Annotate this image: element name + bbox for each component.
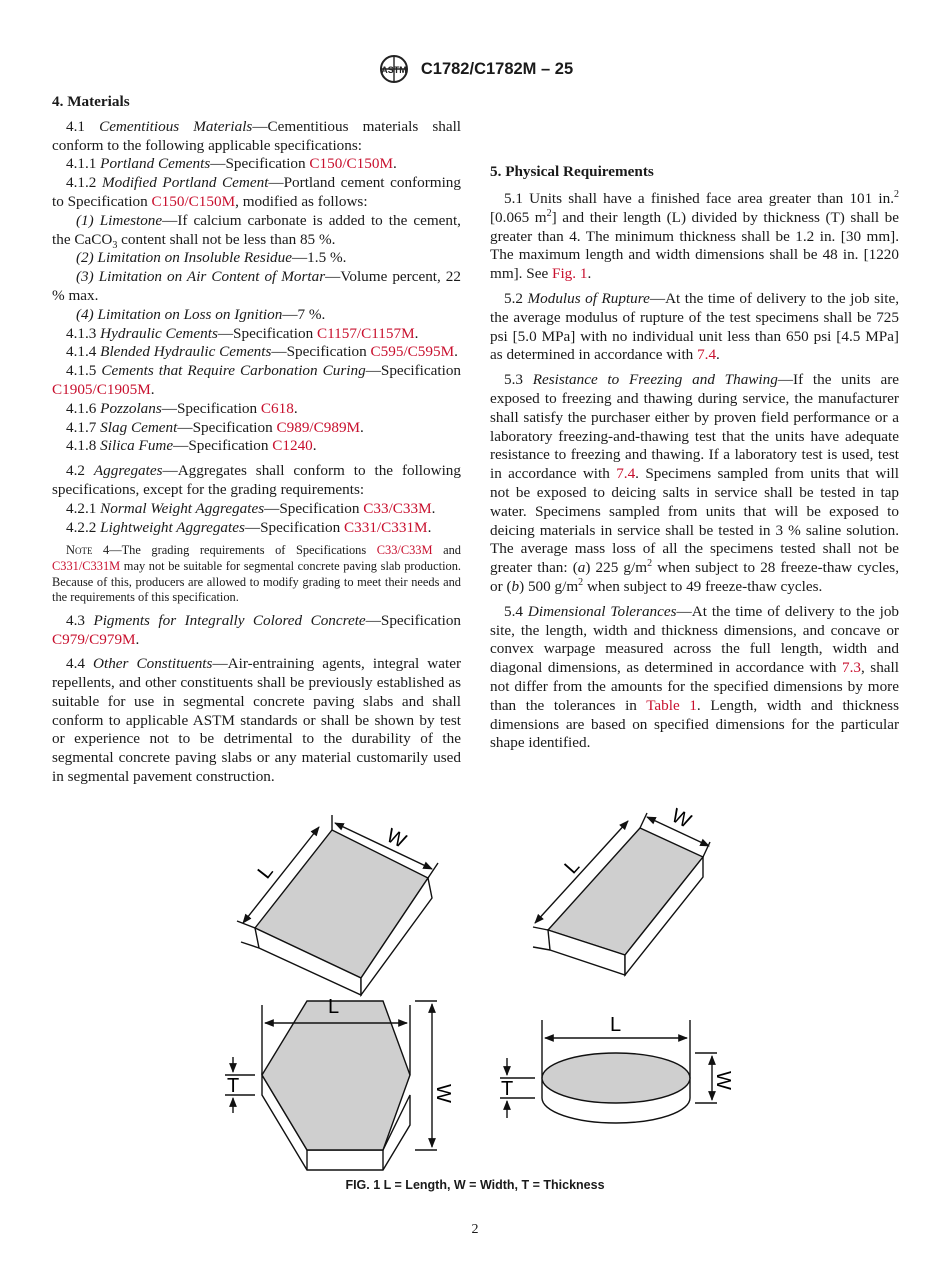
astm-logo-icon <box>377 54 411 84</box>
para-4-1-4: 4.1.4 Blended Hydraulic Cements—Specification C595/C595M. <box>66 343 458 361</box>
link-table-1[interactable]: Table 1 <box>646 696 697 714</box>
label-l: L <box>560 855 585 879</box>
svg-text:ASTM: ASTM <box>381 65 407 75</box>
para-4-2: 4.2 Aggregates—Aggregates shall conform to the following specifications, except for the grading requirements: <box>52 462 461 498</box>
rectangular-slab-diagram <box>533 813 710 975</box>
link-7-4[interactable]: 7.4 <box>616 465 636 483</box>
label-t: T <box>501 1078 514 1100</box>
para-5-3: 5.3 Resistance to Freezing and Thawing—If the units are exposed to freezing and thawing during service, the manufacturer shall satisfy the purchaser either by proven field performance or a laboratory freezing-and-thawing test that the units have adequate resistance to freezing and thawing. If a laboratory test is used, test in accordance with 7.4. Specimens sampled from units that will not be exposed to deicing salts in service shall be tested in tap water. Specimens sampled from units that will be exposed to deicing materials in service shall be tested in 3 % saline solution. The average mass loss of all the specimens tested shall not be greater than: (a) 225 $g/m^2$ when subject to 28 freeze-thaw cycles, or (b) 500 $g/m^2$ when subject to 49 freeze-thaw cycles. <box>490 371 900 595</box>
para-4-4: 4.4 Other Constituents—Air-entraining agents, integral water repellents, and other constituents shall be previously established as suitable for use in segmental concrete paving slabs and shall conform to applicable ASTM standards or shall be shown by test or experience not to be detrimental to the durability of the segmental concrete paving slabs or any material customarily used in segmental pavement construction. <box>52 655 461 786</box>
figure-1-shapes <box>215 795 745 1175</box>
standard-designation: C1782/C1782M – 25 <box>420 59 574 78</box>
para-4-1-8: 4.1.8 Silica Fume—Specification C1240. <box>66 437 317 455</box>
link-c33[interactable]: C33/C33M <box>363 499 432 517</box>
para-4-3: 4.3 Pigments for Integrally Colored Concrete—Specification C979/C979M. <box>52 611 462 648</box>
right-column-body <box>490 190 899 753</box>
link-c989[interactable]: C989/C989M <box>276 418 361 436</box>
para-4-2-1: 4.2.1 Normal Weight Aggregates—Specification C33/C33M. <box>66 499 436 517</box>
link-c618[interactable]: C618 <box>260 399 294 417</box>
para-4-1-3: 4.1.3 Hydraulic Cements—Specification C1157/C1157M. <box>66 324 419 342</box>
square-slab-diagram <box>237 815 438 995</box>
link-c150[interactable]: C150/C150M <box>151 192 236 210</box>
para-4-1-6: 4.1.6 Pozzolans—Specification C618. <box>66 399 298 417</box>
link-c150[interactable]: C150/C150M <box>309 155 393 173</box>
link-c331[interactable]: C331/C331M <box>344 518 428 536</box>
item-air-content: (3) Limitation on Air Content of Mortar—Volume percent, 22 % max. <box>52 268 461 304</box>
section-4-heading: 4. Materials <box>52 93 130 110</box>
para-5-1: 5.1 Units shall have a finished face area greater than 101 in.$^2$ [0.065 $m^2$] and their length (L) divided by thickness (T) shall be greater than 4. The minimum thickness shall be 1.2 in. [30 mm]. The maximum length and width dimensions shall be 48 in. [1220 mm]. See Fig. 1. <box>490 188 899 283</box>
link-7-3[interactable]: 7.3 <box>842 659 861 677</box>
link-fig-1[interactable]: Fig. 1 <box>552 265 588 283</box>
circular-slab-diagram <box>500 1020 717 1123</box>
label-w: W <box>432 1084 454 1103</box>
para-4-1-1: 4.1.1 Portland Cements—Specification C150/C150M. <box>66 155 397 173</box>
link-7-4[interactable]: 7.4 <box>697 346 717 364</box>
left-column <box>52 93 461 787</box>
item-limestone: (1) Limestone—If calcium carbonate is added to the cement, the CaCO$_3$ content shall not be less than 85 %. <box>52 211 461 251</box>
link-c33[interactable]: C33/C33M <box>376 543 433 558</box>
link-c979[interactable]: C979/C979M <box>52 630 136 648</box>
item-insoluble-residue: (2) Limitation on Insoluble Residue—1.5 %. <box>76 249 347 267</box>
page-header <box>0 54 950 84</box>
page-number: 2 <box>471 1222 479 1237</box>
para-4-2-2: 4.2.2 Lightweight Aggregates—Specification C331/C331M. <box>66 518 432 536</box>
label-w: W <box>382 824 410 853</box>
label-l: L <box>253 860 278 884</box>
item-loss-on-ignition: (4) Limitation on Loss on Ignition—7 %. <box>76 305 326 323</box>
label-l: L <box>610 1014 622 1036</box>
label-w: W <box>712 1071 734 1090</box>
link-c1240[interactable]: C1240 <box>272 437 313 455</box>
para-4-1-2: 4.1.2 Modified Portland Cement—Portland cement conforming to Specification C150/C150M, modified as follows: <box>52 174 461 210</box>
link-c331[interactable]: C331/C331M <box>52 558 121 573</box>
para-4-1-5: 4.1.5 Cements that Require Carbonation Curing—Specification C1905/C1905M. <box>52 362 462 398</box>
figure-caption: FIG. 1 L = Length, W = Width, T = Thickness <box>345 1178 605 1192</box>
link-c595[interactable]: C595/C595M <box>370 343 455 361</box>
para-5-4: 5.4 Dimensional Tolerances—At the time of delivery to the job site, the length, width and thickness dimensions, and concave or convex warpage measured across the full length, width and diagonal dimensions, as determined in accordance with 7.3, shall not differ from the amounts for the specified dimensions by more than the tolerances in Table 1. Length, width and thickness dimensions are based on specified dimensions for the particular shape identified. <box>490 602 900 752</box>
section-5-heading: 5. Physical Requirements <box>490 163 654 180</box>
para-5-2: 5.2 Modulus of Rupture—At the time of delivery to the job site, the average modulus of rupture of the test specimens shall be 725 psi [5.0 MPa] with no individual unit less than 650 psi [4.5 MPa] as determined in accordance with 7.4. <box>490 289 899 364</box>
note-4: Note 4—The grading requirements of Specifications C33/C33M and C331/C331M may not be suitable for segmental concrete paving slab production. Because of this, producers are allowed to modify grading to meet their needs and the requirements of this specification. <box>52 543 461 605</box>
para-4-1-7: 4.1.7 Slag Cement—Specification C989/C989M. <box>66 418 364 436</box>
hexagon-slab-diagram <box>225 1001 437 1170</box>
para-4-1: 4.1 Cementitious Materials—Cementitious materials shall conform to the following applicable specifications: <box>52 117 462 154</box>
link-c1157[interactable]: C1157/C1157M <box>316 324 415 342</box>
label-w: W <box>667 804 695 833</box>
label-t: T <box>227 1075 240 1097</box>
label-l: L <box>328 996 340 1018</box>
link-c1905[interactable]: C1905/C1905M <box>52 380 151 398</box>
